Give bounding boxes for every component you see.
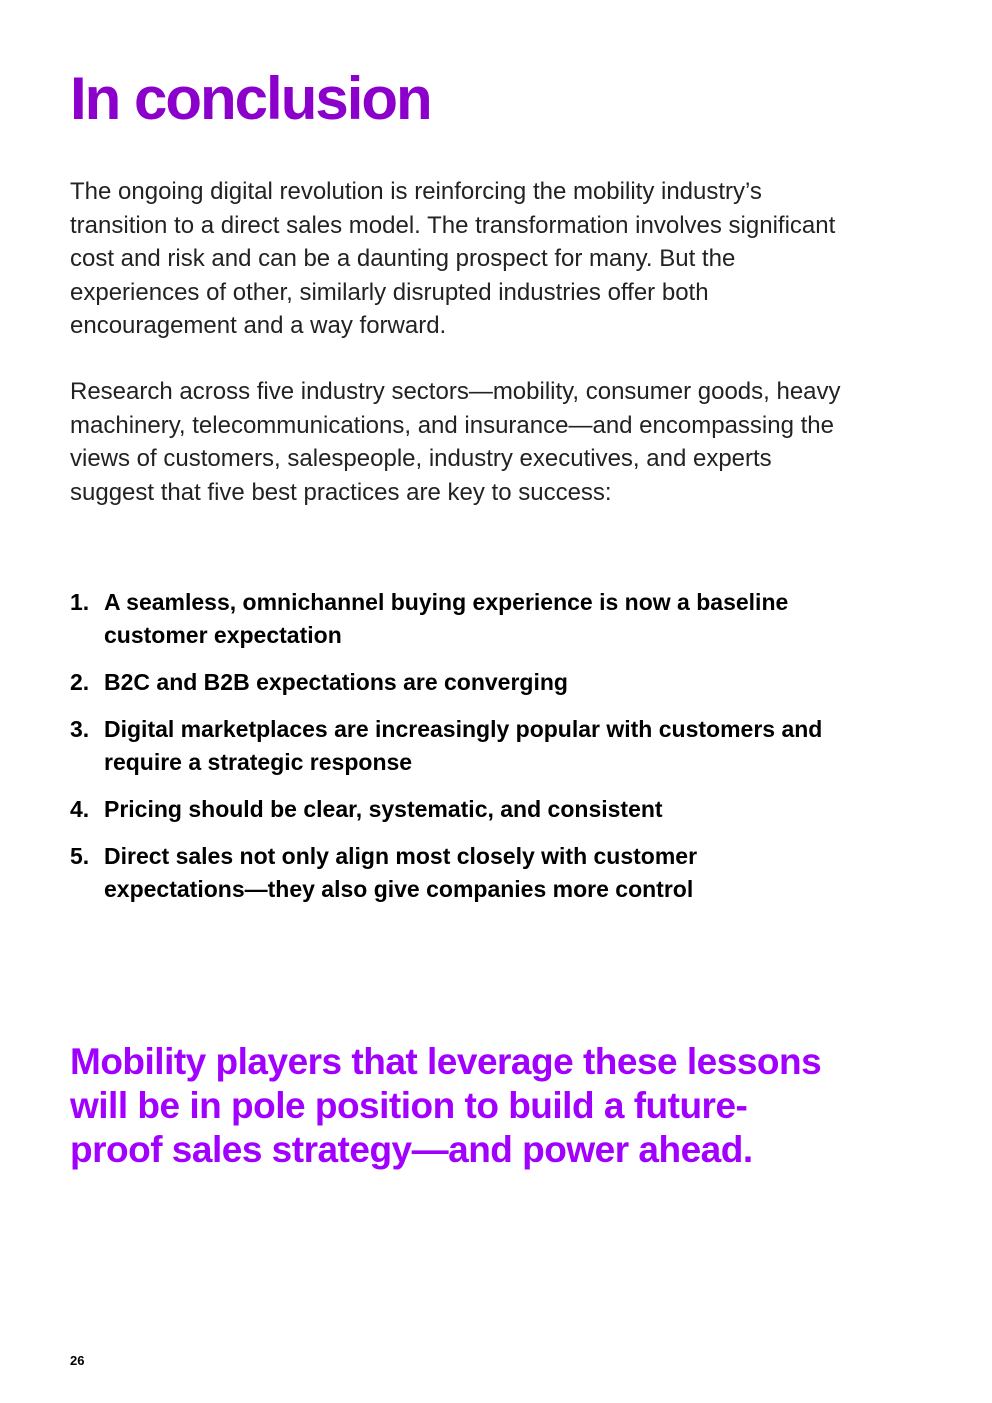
list-item	[70, 840, 830, 906]
list-item-number: 3.	[70, 716, 90, 742]
list-item	[70, 586, 830, 652]
list-item-number: 2.	[70, 669, 90, 695]
list-item	[70, 793, 830, 826]
intro-paragraph: The ongoing digital revolution is reinforcing the mobility industry’s transition to a direct sales model. The transformation involves significant cost and risk and can be a daunting prospect for many. But the experiences of other, similarly disrupted industries offer both encouragement and a way forward.	[70, 178, 836, 339]
list-item-text: Digital marketplaces are increasingly popular with customers and require a strategic response	[104, 716, 823, 775]
list-item-number: 1.	[70, 589, 90, 615]
list-item-text: B2C and B2B expectations are converging	[104, 669, 568, 695]
list-item-text: A seamless, omnichannel buying experience is now a baseline customer expectation	[104, 589, 789, 648]
page-number: 26	[70, 1353, 85, 1368]
list-item-number: 5.	[70, 843, 90, 869]
closing-statement: Mobility players that leverage these lessons will be in pole position to build a future-proof sales strategy—and power ahead.	[70, 1041, 822, 1170]
list-item-text: Pricing should be clear, systematic, and consistent	[104, 796, 663, 822]
page-title: In conclusion	[70, 65, 431, 132]
list-item-number: 4.	[70, 796, 90, 822]
list-item	[70, 713, 830, 779]
research-paragraph: Research across five industry sectors—mobility, consumer goods, heavy machinery, telecommunications, and insurance—and encompassing the views of customers, salespeople, industry executives, and experts suggest that five best practices are key to success:	[70, 378, 841, 506]
best-practices-list	[70, 586, 830, 920]
list-item	[70, 666, 830, 699]
list-item-text: Direct sales not only align most closely with customer expectations—they also give companies more control	[104, 843, 698, 902]
